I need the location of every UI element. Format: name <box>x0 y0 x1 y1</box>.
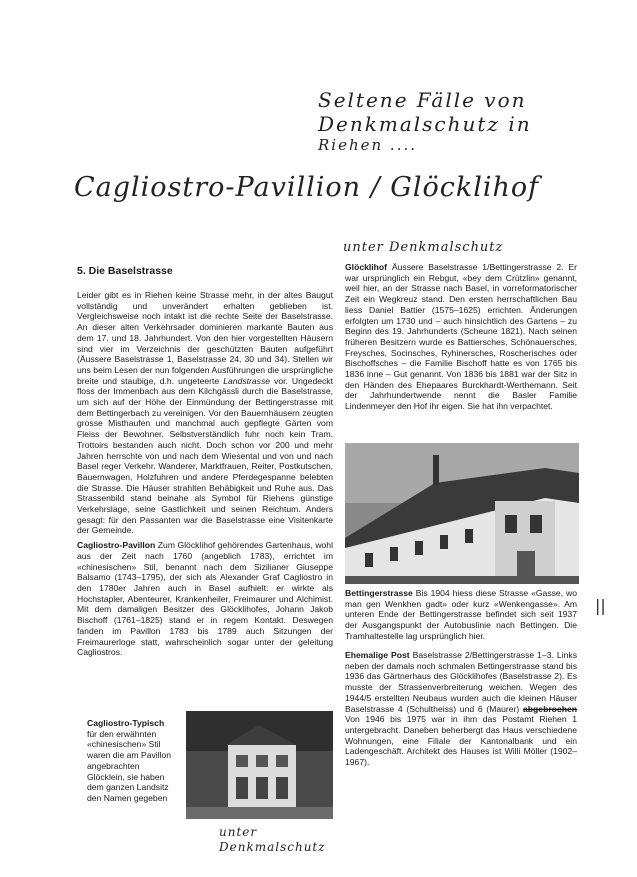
handwritten-bottom-line1: unter <box>219 825 258 839</box>
bettingerstrasse-text: Bis 1904 hiess diese Strasse «Gasse, wo man gen Wenkhen gadt» oder kurz «Wenkengasse». Am unteren Ende der Bettingerstrasse befindet sich seit 1937 der Ausgangspunkt der Autobuslinie nach Bettingen. Die Tramhaltestelle lag ursprünglich hier. <box>345 588 577 641</box>
cagliostro-text: Zum Glöcklihof gehörendes Gartenhaus, wohl aus der Zeit nach 1760 (angeblich 1783), errichtet im «chinesischen» Stil, benannt nach dem Sizilianer Giuseppe Balsamo (1743–1795), der sich als Alexander Graf Cagliostro in den 1780er Jahren auch in Basel aufhielt: er wirkte als Hochstapler, Abenteurer, Krankenheiler, Freimaurer und Alchimist. Mit dem damaligen Besitzer des Glöcklihofes, Johann Jakob Bischoff (1761–1825) stand er in regem Kontakt. Deswegen fanden im Pavillon 1783 bis 1789 auch Sitzungen der Freimaurerloge statt, wahrscheinlich sogar unter der geleitung Cagliostros. <box>77 540 333 658</box>
handwritten-note-line1: Seltene Fälle von <box>318 88 527 112</box>
post-strikethrough: abgebrochen <box>523 703 577 714</box>
handwritten-title: Cagliostro-Pavillion / Glöcklihof <box>74 172 540 203</box>
post-text-b: Von 1946 bis 1975 war in ihm das Postamt Riehen 1 untergebracht. Daneben beherbergt das Haus verschiedene Wohnungen, eine Filiale der Kantonalbank und ein Ladengeschäft. Architekt des Hauses ist Willi Möller (1902–1967). <box>345 714 577 768</box>
section-heading: 5. Die Baselstrasse <box>77 265 173 277</box>
intro-italic: Landstrasse <box>223 375 271 386</box>
handwritten-note-line2: Denkmalschutz in <box>318 112 532 136</box>
pavilion-caption-title: Cagliostro-Typisch <box>87 718 165 728</box>
margin-mark: || <box>595 596 606 615</box>
pavilion-caption-text: für den erwähnten «chinesischen» Stil waren die am Pavillon angebrachten Glöcklein, sie haben dem ganzen Landsitz den Namen gegeben <box>87 728 172 803</box>
right-column-bottom <box>345 650 577 768</box>
cagliostro-title: Cagliostro-Pavillon <box>77 540 156 551</box>
intro-rest: vor. Ungedeckt floss der Immenbach aus dem Kilchgässli durch die Baselstrasse, um sich auf der Höhe der Einmündung der Bettingerstrasse mit dem Bettingerbach zu vereinigen. Vor den Bauernhäusern zeugten grosse Misthaufen und manchmal auch gepflegte Gärten vom Fleiss der Bewohner. Selbstverständlich fuhr noch kein Tram. Trottoirs bestanden auch nicht. Doch schon vor 200 und mehr Jahren herrschte von und nach dem Wiesental und von und nach Basel reger Verkehr. Wanderer, Marktfrauen, Reiter, Postkutschen, Bauernwagen, Holzfuhren und andere Pferdegespanne belebten die Strasse. Die Häuser strahlten Behäbigkeit und Ruhe aus. Das Strassenbild stand beinahe als Symbol für Riehens günstige Verkehrslage, seine Gastlichkeit und seinen Reichtum. Anders gesagt: für den Passanten war die Baselstrasse eine Visitenkarte der Gemeinde. <box>77 375 333 536</box>
gloecklihof-paragraph <box>345 262 577 412</box>
handwritten-note-line3: Riehen .... <box>318 136 418 154</box>
right-column-top <box>345 262 577 442</box>
gloecklihof-title: Glöcklihof <box>345 262 388 272</box>
pavilion-photo <box>186 711 333 819</box>
gloecklihof-text: Äussere Baselstrasse 1/Bettingerstrasse 2. Er war ursprünglich ein Rebgut, «bey dem Crützlin» genannt, weil hier, an der Strasse nach Basel, in vorreformatorischer Zeit ein Wegkreuz stand. Den ersten herrschaftlichen Bau liess Daniel Battier (1575–1625) errichten. Änderungen erfolgten um 1730 und – auch hinsichtlich des Gartens – zu Beginn des 19. Jahrhunderts (Scheune 1821). Nach seinen früheren Besitzern wurde es Battiersches, Schönauersches, Freysches, Socinsches, Ryhinersches, Roscherisches oder Bischoffsches – die Familie Bischoff hatte es von 1765 bis 1836 inne – Gut genannt. Von 1836 bis 1881 war der Sitz in den Händen des Ehepaares Burckhardt-Werthemann. Seit der Jahrhundertwende nennt die Basler Familie Lindenmeyer den Hof ihr eigen. Sie hat ihn verpachtet. <box>345 262 578 412</box>
post-text-a: Baselstrasse 2/Bettingerstrasse 1–3. Links neben der damals noch schmalen Bettingerstrasse stand bis 1936 das Gärtnerhaus des Glöcklihofes (Baselstrasse 2). Es musste der Strassenverbreiterung weichen. Wegen des 1944/5 erstellten Neubaus wurden auch die kleinen Häuser Baselstrasse 4 (Schultheiss) und 6 (Maurer) <box>345 650 577 714</box>
post-paragraph <box>345 650 577 768</box>
post-title: Ehemalige Post <box>345 650 410 660</box>
bettingerstrasse-paragraph <box>345 588 577 642</box>
handwritten-subtitle: unter Denkmalschutz <box>343 240 504 255</box>
intro-paragraph <box>77 290 333 536</box>
cagliostro-paragraph <box>77 540 333 658</box>
left-column-text <box>77 290 333 715</box>
intro-text: Leider gibt es in Riehen keine Strasse mehr, in der altes Baugut vollständig und unverändert erhalten geblieben ist. Vergleichsweise noch intakt ist die rechte Seite der Baselstrasse. An dieser alten Verkehrsader dominieren markante Bauten aus dem 17. und 18. Jahrhundert. Von den hier vorgestellten Häusern sind vier im Verzeichnis der geschützten Bauten aufgeführt (Äussere Baselstrasse 1, Baselstrasse 24, 30 und 34). Stellen wir uns beim Lesen der nun folgenden Ausführungen die ursprüngliche breite und staubige, d.h. ungeteerte <box>77 290 333 386</box>
handwritten-bottom-line2: Denkmalschutz <box>219 840 326 854</box>
pavilion-caption <box>87 718 179 828</box>
gloecklihof-photo <box>345 443 579 584</box>
bettingerstrasse-title: Bettingerstrasse <box>345 588 413 598</box>
